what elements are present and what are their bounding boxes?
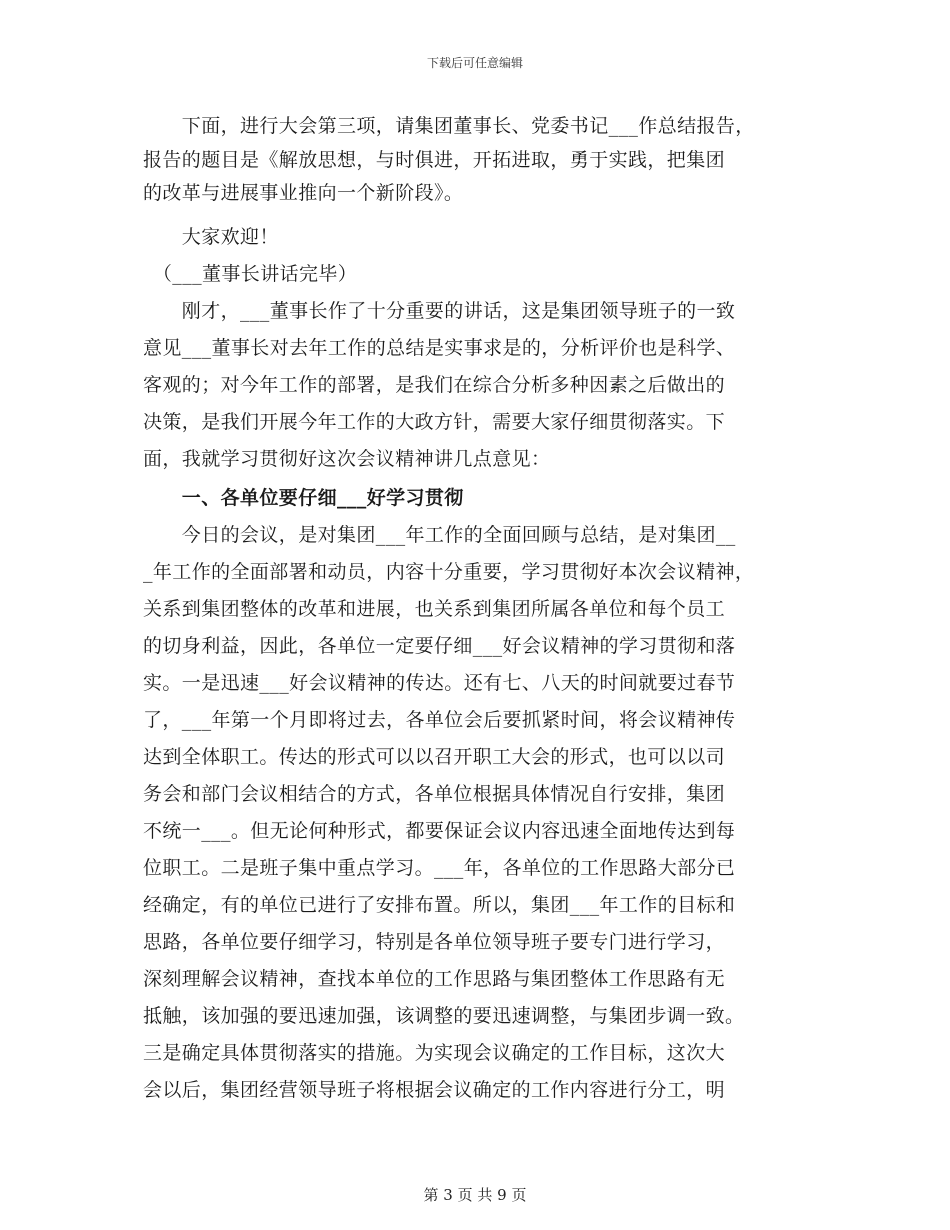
paragraph-line: 今日的会议，是对集团___年工作的全面回顾与总结，是对集团__ [143, 524, 736, 546]
paragraph-line: 会以后，集团经营领导班子将根据会议确定的工作内容进行分工，明 [143, 1079, 726, 1101]
page-header: 下载后可任意编辑 [426, 56, 523, 70]
paragraph-line: _年工作的全面部署和动员，内容十分重要，学习贯彻好本次会议精神， [143, 561, 755, 583]
paragraph-line: 面，我就学习贯彻好这次会议精神讲几点意见： [143, 448, 551, 470]
paragraph-line: 的切身利益，因此，各单位一定要仔细___好会议精神的学习贯彻和落 [143, 635, 736, 657]
paragraph-line: 决策，是我们开展今年工作的大政方针，需要大家仔细贯彻落实。下 [143, 411, 726, 433]
page-footer: 第 3 页 共 9 页 [423, 1186, 527, 1204]
paragraph-line: 客观的；对今年工作的部署，是我们在综合分析多种因素之后做出的 [143, 374, 726, 396]
paragraph-line: 不统一___。但无论何种形式，都要保证会议内容迅速全面地传达到每 [143, 820, 736, 842]
paragraph-line: 意见___董事长对去年工作的总结是实事求是的，分析评价也是科学、 [143, 337, 736, 359]
paragraph-line: 达到全体职工。传达的形式可以以召开职工大会的形式，也可以以司 [143, 746, 726, 768]
paragraph-line: 实。一是迅速___好会议精神的传达。还有七、八天的时间就要过春节 [143, 672, 736, 694]
paragraph-line: （___董事长讲话完毕） [143, 263, 358, 285]
section-heading: 一、各单位要仔细___好学习贯彻 [143, 487, 464, 509]
paragraph-line: 三是确定具体贯彻落实的措施。为实现会议确定的工作目标，这次大 [143, 1042, 726, 1064]
paragraph-line: 经确定，有的单位已进行了安排布置。所以，集团___年工作的目标和 [143, 894, 736, 916]
paragraph-line: 深刻理解会议精神，查找本单位的工作思路与集团整体工作思路有无 [143, 968, 726, 990]
paragraph-line: 抵触，该加强的要迅速加强，该调整的要迅速调整，与集团步调一致。 [143, 1005, 745, 1027]
paragraph-line: 下面，进行大会第三项，请集团董事长、党委书记___作总结报告， [143, 115, 755, 137]
paragraph-line: 了，___年第一个月即将过去，各单位会后要抓紧时间，将会议精神传 [143, 709, 736, 731]
paragraph-line: 务会和部门会议相结合的方式，各单位根据具体情况自行安排，集团 [143, 783, 726, 805]
paragraph-line: 关系到集团整体的改革和进展，也关系到集团所属各单位和每个员工 [143, 598, 726, 620]
paragraph-line: 思路，各单位要仔细学习，特别是各单位领导班子要专门进行学习， [143, 931, 726, 953]
paragraph-line: 的改革与进展事业推向一个新阶段》。 [143, 182, 464, 204]
paragraph-line: 大家欢迎！ [143, 226, 279, 248]
paragraph-line: 报告的题目是《解放思想，与时俱进，开拓进取，勇于实践，把集团 [143, 149, 726, 171]
paragraph-line: 位职工。二是班子集中重点学习。___年，各单位的工作思路大部分已 [143, 857, 736, 879]
paragraph-line: 刚才，___董事长作了十分重要的讲话，这是集团领导班子的一致 [143, 300, 736, 322]
